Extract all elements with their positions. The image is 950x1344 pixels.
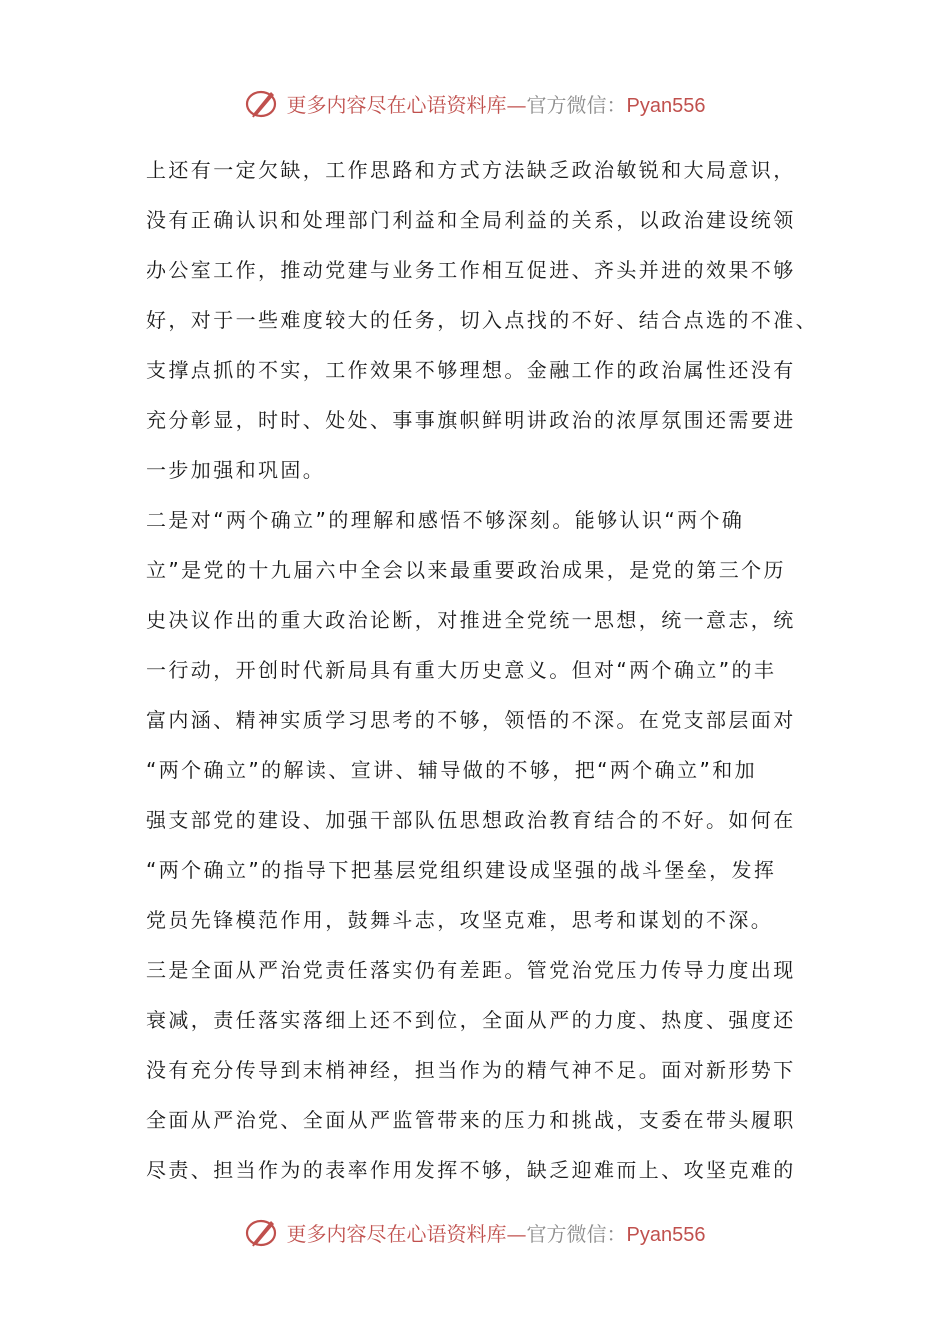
banner-label: 官方微信：: [526, 92, 627, 117]
text-line: 二是对“两个确立”的理解和感悟不够深刻。能够认识“两个确: [146, 508, 745, 532]
text-line: 好，对于一些难度较大的任务，切入点找的不好、结合点选的不准、: [146, 308, 818, 332]
text-line: “两个确立”的指导下把基层党组织建设成坚强的战斗堡垒，发挥: [146, 858, 777, 882]
text-line: 支撑点抓的不实，工作效果不够理想。金融工作的政治属性还没有: [146, 358, 796, 382]
footer-watermark-banner: [0, 1209, 950, 1255]
text-line: 办公室工作，推动党建与业务工作相互促进、齐头并进的效果不够: [146, 258, 796, 282]
quill-logo-icon: [245, 86, 279, 120]
banner-separator: —: [506, 1221, 527, 1246]
text-line: “两个确立”的解读、宣讲、辅导做的不够，把“两个确立”和加: [146, 758, 758, 782]
text-line: 一步加强和巩固。: [146, 458, 326, 482]
text-line: 全面从严治党、全面从严监管带来的压力和挑战，支委在带头履职: [146, 1108, 796, 1132]
text-line: 上还有一定欠缺，工作思路和方式方法缺乏政治敏锐和大局意识，: [146, 158, 796, 182]
quill-logo-icon: [245, 1215, 279, 1249]
text-line: 三是全面从严治党责任落实仍有差距。管党治党压力传导力度出现: [146, 958, 796, 982]
text-line: 一行动，开创时代新局具有重大历史意义。但对“两个确立”的丰: [146, 658, 777, 682]
text-line: 没有充分传导到末梢神经，担当作为的精气神不足。面对新形势下: [146, 1058, 796, 1082]
text-line: 富内涵、精神实质学习思考的不够，领悟的不深。在党支部层面对: [146, 708, 796, 732]
banner-separator: —: [506, 92, 527, 117]
header-watermark-banner: [0, 80, 950, 126]
banner-text: [287, 89, 706, 118]
text-line: 党员先锋模范作用，鼓舞斗志，攻坚克难，思考和谋划的不深。: [146, 908, 774, 932]
text-line: 立”是党的十九届六中全会以来最重要政治成果，是党的第三个历: [146, 558, 786, 582]
text-line: 没有正确认识和处理部门利益和全局利益的关系，以政治建设统领: [146, 208, 796, 232]
banner-prefix: 更多内容尽在心语资料库: [286, 1221, 507, 1246]
banner-handle: Pyan556: [626, 1223, 706, 1246]
text-line: 尽责、担当作为的表率作用发挥不够，缺乏迎难而上、攻坚克难的: [146, 1158, 796, 1182]
document-body: [146, 150, 818, 1200]
banner-text: [287, 1218, 706, 1247]
text-line: 史决议作出的重大政治论断，对推进全党统一思想，统一意志，统: [146, 608, 796, 632]
text-line: 强支部党的建设、加强干部队伍思想政治教育结合的不好。如何在: [146, 808, 796, 832]
text-line: 充分彰显，时时、处处、事事旗帜鲜明讲政治的浓厚氛围还需要进: [146, 408, 796, 432]
text-line: 衰减，责任落实落细上还不到位，全面从严的力度、热度、强度还: [146, 1008, 796, 1032]
banner-label: 官方微信：: [526, 1221, 627, 1246]
banner-handle: Pyan556: [626, 94, 706, 117]
banner-prefix: 更多内容尽在心语资料库: [286, 92, 507, 117]
